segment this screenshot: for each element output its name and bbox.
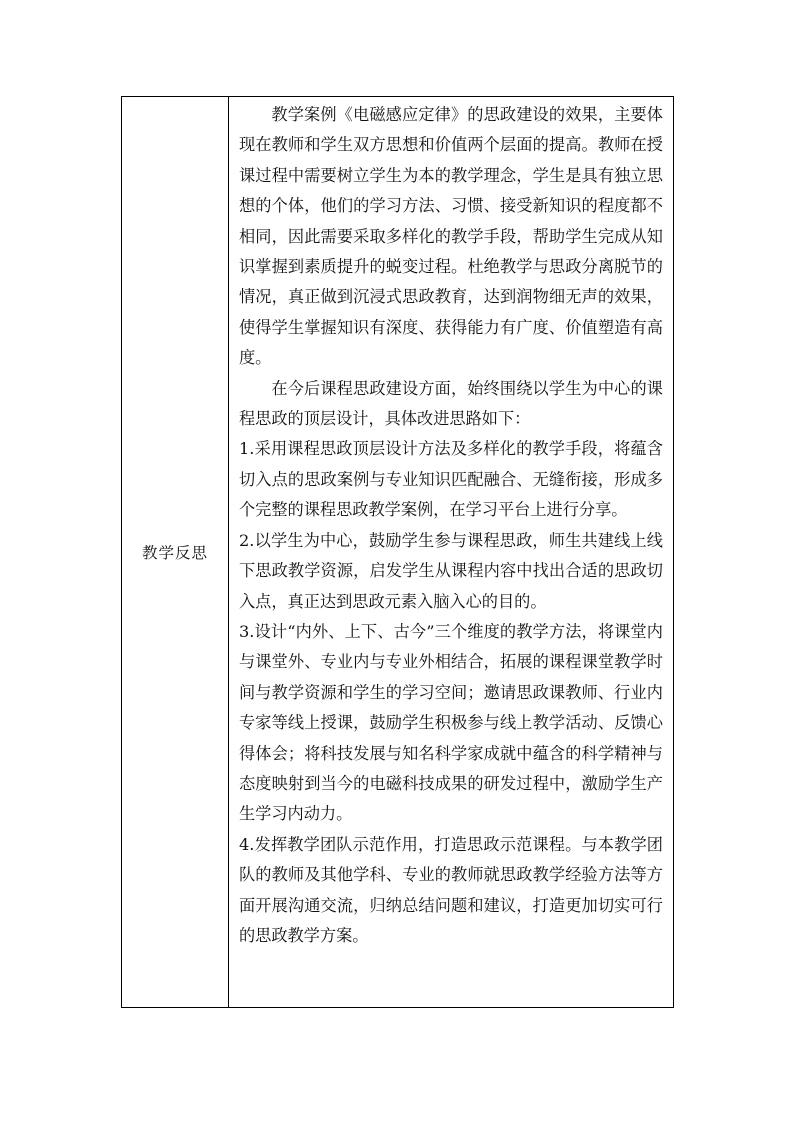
row-label: 教学反思	[141, 544, 208, 562]
row-label-cell	[122, 97, 229, 1007]
paragraph-improvement-intro: 在今后课程思政建设方面，始终围绕以学生为中心的课程思政的顶层设计，具体改进思路如下：	[239, 378, 663, 429]
content-cell	[229, 97, 673, 1007]
list-item-2: 2.以学生为中心，鼓励学生参与课程思政，师生共建线上线下思政教学资源，启发学生从课程内容中找出合适的思政切入点，真正达到思政元素入脑入心的目的。	[239, 530, 663, 611]
reflection-table	[121, 96, 674, 1008]
list-item-4: 4.发挥教学团队示范作用，打造思政示范课程。与本教学团队的教师及其他学科、专业的教师就思政教学经验方法等方面开展沟通交流，归纳总结问题和建议，打造更加切实可行的思政教学方案。	[239, 834, 663, 945]
paragraph-effect: 教学案例《电磁感应定律》的思政建设的效果，主要体现在教师和学生双方思想和价值两个层面的提高。教师在授课过程中需要树立学生为本的教学理念，学生是具有独立思想的个体，他们的学习方法、习惯、接受新知识的程度都不相同，因此需要采取多样化的教学手段，帮助学生完成从知识掌握到素质提升的蜕变过程。杜绝教学与思政分离脱节的情况，真正做到沉浸式思政教育，达到润物细无声的效果，使得学生掌握知识有深度、获得能力有广度、价值塑造有高度。	[239, 105, 663, 368]
list-item-1: 1.采用课程思政顶层设计方法及多样化的教学手段，将蕴含切入点的思政案例与专业知识匹配融合、无缝衔接，形成多个完整的课程思政教学案例，在学习平台上进行分享。	[239, 439, 663, 520]
list-item-3: 3.设计“内外、上下、古今”三个维度的教学方法，将课堂内与课堂外、专业内与专业外相结合，拓展的课程课堂教学时间与教学资源和学生的学习空间；邀请思政课教师、行业内专家等线上授课，鼓励学生积极参与线上教学活动、反馈心得体会；将科技发展与知名科学家成就中蕴含的科学精神与态度映射到当今的电磁科技成果的研发过程中，激励学生产生学习内动力。	[239, 621, 663, 824]
